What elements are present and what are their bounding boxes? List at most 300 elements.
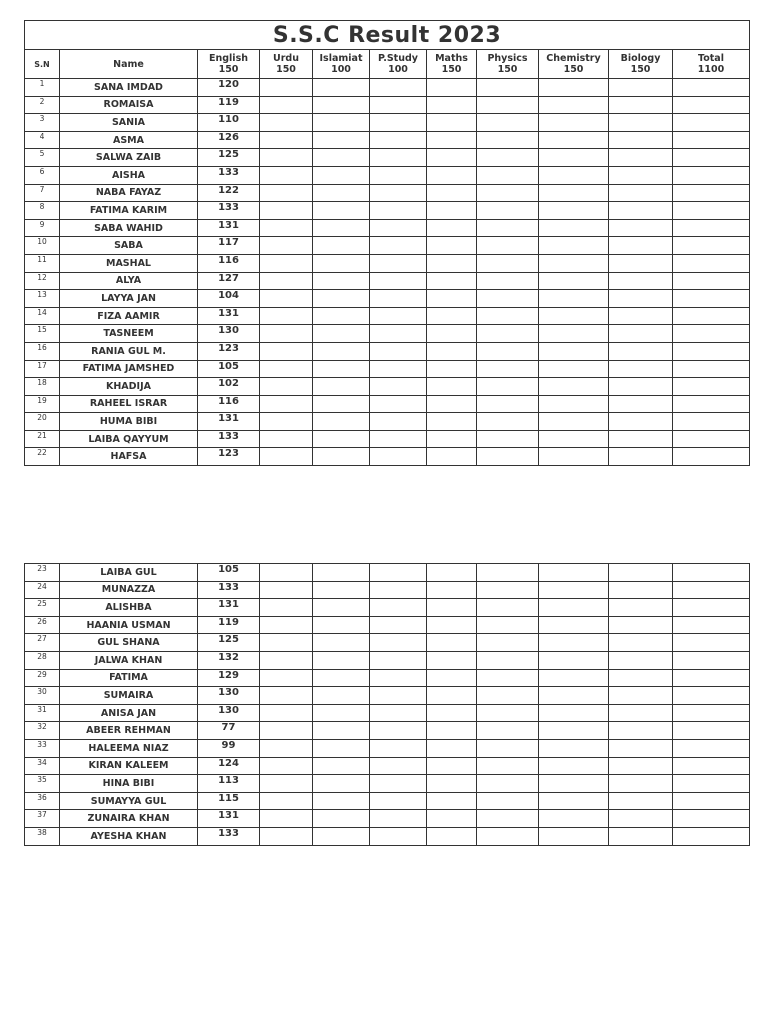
- table-row: [25, 254, 750, 272]
- empty-marks-cell: [370, 430, 427, 448]
- table-row: [25, 599, 750, 617]
- empty-marks-cell: [370, 325, 427, 343]
- empty-marks-cell: [477, 184, 539, 202]
- empty-marks-cell: [313, 775, 370, 793]
- empty-marks-cell: [609, 202, 673, 220]
- empty-marks-cell: [609, 342, 673, 360]
- empty-marks-cell: [673, 131, 750, 149]
- empty-marks-cell: [313, 448, 370, 466]
- empty-marks-cell: [477, 378, 539, 396]
- empty-marks-cell: [370, 687, 427, 705]
- empty-marks-cell: [427, 651, 477, 669]
- empty-marks-cell: [370, 651, 427, 669]
- empty-marks-cell: [260, 792, 313, 810]
- empty-marks-cell: [427, 342, 477, 360]
- serial-number-cell: 38: [25, 827, 60, 845]
- table-row: [25, 96, 750, 114]
- table-row: [25, 395, 750, 413]
- column-header-label: Islamiat: [319, 53, 363, 64]
- english-marks-cell: 131: [198, 307, 260, 325]
- empty-marks-cell: [609, 254, 673, 272]
- empty-marks-cell: [427, 599, 477, 617]
- serial-number-cell: 33: [25, 739, 60, 757]
- column-header: [25, 50, 60, 79]
- empty-marks-cell: [370, 739, 427, 757]
- empty-marks-cell: [260, 307, 313, 325]
- empty-marks-cell: [370, 166, 427, 184]
- empty-marks-cell: [313, 687, 370, 705]
- empty-marks-cell: [313, 131, 370, 149]
- english-marks-cell: 119: [198, 616, 260, 634]
- empty-marks-cell: [427, 149, 477, 167]
- column-header-max-marks: 100: [388, 64, 408, 75]
- empty-marks-cell: [427, 237, 477, 255]
- english-marks-cell: 102: [198, 378, 260, 396]
- empty-marks-cell: [539, 237, 609, 255]
- empty-marks-cell: [609, 599, 673, 617]
- column-header-label: Total: [698, 53, 724, 64]
- student-name-cell: FATIMA KARIM: [60, 202, 198, 220]
- empty-marks-cell: [539, 378, 609, 396]
- empty-marks-cell: [609, 131, 673, 149]
- table-row: [25, 739, 750, 757]
- empty-marks-cell: [609, 581, 673, 599]
- empty-marks-cell: [539, 307, 609, 325]
- empty-marks-cell: [539, 290, 609, 308]
- empty-marks-cell: [539, 202, 609, 220]
- header-row: [25, 50, 750, 79]
- serial-number-cell: 27: [25, 634, 60, 652]
- empty-marks-cell: [539, 775, 609, 793]
- english-marks-cell: 115: [198, 792, 260, 810]
- result-table-part2: [24, 563, 750, 846]
- empty-marks-cell: [370, 792, 427, 810]
- empty-marks-cell: [673, 739, 750, 757]
- serial-number-cell: 2: [25, 96, 60, 114]
- empty-marks-cell: [673, 651, 750, 669]
- empty-marks-cell: [313, 149, 370, 167]
- column-header-label: Maths: [435, 53, 468, 64]
- empty-marks-cell: [539, 634, 609, 652]
- empty-marks-cell: [673, 827, 750, 845]
- column-header-label: S.N: [34, 59, 50, 69]
- table-row: [25, 378, 750, 396]
- empty-marks-cell: [313, 166, 370, 184]
- student-name-cell: SUMAYYA GUL: [60, 792, 198, 810]
- empty-marks-cell: [539, 413, 609, 431]
- empty-marks-cell: [370, 413, 427, 431]
- empty-marks-cell: [427, 79, 477, 97]
- serial-number-cell: 11: [25, 254, 60, 272]
- empty-marks-cell: [539, 616, 609, 634]
- english-marks-cell: 132: [198, 651, 260, 669]
- english-marks-cell: 131: [198, 599, 260, 617]
- table-row: [25, 581, 750, 599]
- serial-number-cell: 29: [25, 669, 60, 687]
- empty-marks-cell: [260, 184, 313, 202]
- empty-marks-cell: [427, 792, 477, 810]
- serial-number-cell: 14: [25, 307, 60, 325]
- empty-marks-cell: [609, 634, 673, 652]
- empty-marks-cell: [313, 254, 370, 272]
- serial-number-cell: 1: [25, 79, 60, 97]
- empty-marks-cell: [427, 722, 477, 740]
- serial-number-cell: 17: [25, 360, 60, 378]
- empty-marks-cell: [313, 430, 370, 448]
- empty-marks-cell: [313, 96, 370, 114]
- empty-marks-cell: [673, 757, 750, 775]
- empty-marks-cell: [260, 237, 313, 255]
- english-marks-cell: 122: [198, 184, 260, 202]
- table-row: [25, 79, 750, 97]
- english-marks-cell: 133: [198, 827, 260, 845]
- empty-marks-cell: [609, 792, 673, 810]
- empty-marks-cell: [260, 79, 313, 97]
- empty-marks-cell: [370, 96, 427, 114]
- table-row: [25, 827, 750, 845]
- empty-marks-cell: [370, 342, 427, 360]
- serial-number-cell: 25: [25, 599, 60, 617]
- serial-number-cell: 26: [25, 616, 60, 634]
- empty-marks-cell: [427, 307, 477, 325]
- empty-marks-cell: [609, 430, 673, 448]
- empty-marks-cell: [477, 413, 539, 431]
- empty-marks-cell: [609, 166, 673, 184]
- empty-marks-cell: [539, 739, 609, 757]
- empty-marks-cell: [427, 131, 477, 149]
- empty-marks-cell: [260, 704, 313, 722]
- empty-marks-cell: [260, 325, 313, 343]
- english-marks-cell: 104: [198, 290, 260, 308]
- column-header-label: English: [209, 53, 248, 64]
- english-marks-cell: 77: [198, 722, 260, 740]
- serial-number-cell: 6: [25, 166, 60, 184]
- student-name-cell: SANA IMDAD: [60, 79, 198, 97]
- table-row: [25, 307, 750, 325]
- column-header-label: P.Study: [378, 53, 418, 64]
- empty-marks-cell: [260, 757, 313, 775]
- empty-marks-cell: [609, 739, 673, 757]
- table-row: [25, 114, 750, 132]
- table-row: [25, 184, 750, 202]
- student-name-cell: ANISA JAN: [60, 704, 198, 722]
- empty-marks-cell: [260, 96, 313, 114]
- empty-marks-cell: [673, 395, 750, 413]
- empty-marks-cell: [609, 272, 673, 290]
- empty-marks-cell: [477, 651, 539, 669]
- empty-marks-cell: [609, 448, 673, 466]
- student-name-cell: MUNAZZA: [60, 581, 198, 599]
- empty-marks-cell: [313, 325, 370, 343]
- table-row: [25, 792, 750, 810]
- empty-marks-cell: [313, 792, 370, 810]
- empty-marks-cell: [609, 290, 673, 308]
- column-header: [60, 50, 198, 79]
- empty-marks-cell: [477, 430, 539, 448]
- serial-number-cell: 31: [25, 704, 60, 722]
- empty-marks-cell: [313, 202, 370, 220]
- empty-marks-cell: [673, 202, 750, 220]
- student-name-cell: LAIBA GUL: [60, 564, 198, 582]
- empty-marks-cell: [313, 184, 370, 202]
- student-name-cell: FATIMA: [60, 669, 198, 687]
- empty-marks-cell: [609, 307, 673, 325]
- student-name-cell: MASHAL: [60, 254, 198, 272]
- serial-number-cell: 35: [25, 775, 60, 793]
- student-name-cell: HALEEMA NIAZ: [60, 739, 198, 757]
- empty-marks-cell: [427, 448, 477, 466]
- empty-marks-cell: [313, 827, 370, 845]
- result-table-part1: [24, 20, 750, 466]
- empty-marks-cell: [313, 757, 370, 775]
- student-name-cell: SABA: [60, 237, 198, 255]
- empty-marks-cell: [370, 131, 427, 149]
- column-header-label: Name: [113, 58, 144, 70]
- column-header-label: Urdu: [273, 53, 299, 64]
- student-name-cell: ABEER REHMAN: [60, 722, 198, 740]
- empty-marks-cell: [477, 792, 539, 810]
- empty-marks-cell: [370, 202, 427, 220]
- empty-marks-cell: [609, 669, 673, 687]
- empty-marks-cell: [313, 272, 370, 290]
- empty-marks-cell: [609, 704, 673, 722]
- empty-marks-cell: [673, 378, 750, 396]
- table-row: [25, 413, 750, 431]
- english-marks-cell: 113: [198, 775, 260, 793]
- table-row: [25, 131, 750, 149]
- empty-marks-cell: [673, 775, 750, 793]
- empty-marks-cell: [673, 79, 750, 97]
- empty-marks-cell: [477, 395, 539, 413]
- empty-marks-cell: [477, 360, 539, 378]
- empty-marks-cell: [260, 166, 313, 184]
- empty-marks-cell: [313, 616, 370, 634]
- english-marks-cell: 131: [198, 413, 260, 431]
- empty-marks-cell: [673, 254, 750, 272]
- empty-marks-cell: [539, 219, 609, 237]
- column-header-max-marks: 150: [563, 64, 584, 75]
- empty-marks-cell: [477, 599, 539, 617]
- serial-number-cell: 15: [25, 325, 60, 343]
- table-row: [25, 634, 750, 652]
- empty-marks-cell: [609, 395, 673, 413]
- student-name-cell: KIRAN KALEEM: [60, 757, 198, 775]
- column-header: [260, 50, 313, 79]
- empty-marks-cell: [260, 413, 313, 431]
- empty-marks-cell: [427, 378, 477, 396]
- empty-marks-cell: [609, 96, 673, 114]
- empty-marks-cell: [370, 581, 427, 599]
- empty-marks-cell: [477, 827, 539, 845]
- empty-marks-cell: [673, 149, 750, 167]
- student-name-cell: SANIA: [60, 114, 198, 132]
- empty-marks-cell: [673, 166, 750, 184]
- empty-marks-cell: [673, 669, 750, 687]
- empty-marks-cell: [313, 413, 370, 431]
- empty-marks-cell: [427, 254, 477, 272]
- english-marks-cell: 120: [198, 79, 260, 97]
- column-header: [370, 50, 427, 79]
- empty-marks-cell: [260, 378, 313, 396]
- empty-marks-cell: [427, 739, 477, 757]
- empty-marks-cell: [539, 722, 609, 740]
- empty-marks-cell: [609, 827, 673, 845]
- empty-marks-cell: [539, 564, 609, 582]
- empty-marks-cell: [539, 184, 609, 202]
- empty-marks-cell: [539, 792, 609, 810]
- english-marks-cell: 130: [198, 325, 260, 343]
- serial-number-cell: 12: [25, 272, 60, 290]
- empty-marks-cell: [539, 704, 609, 722]
- empty-marks-cell: [313, 722, 370, 740]
- serial-number-cell: 8: [25, 202, 60, 220]
- empty-marks-cell: [673, 599, 750, 617]
- column-header: [609, 50, 673, 79]
- empty-marks-cell: [539, 827, 609, 845]
- english-marks-cell: 133: [198, 581, 260, 599]
- empty-marks-cell: [477, 634, 539, 652]
- empty-marks-cell: [539, 599, 609, 617]
- empty-marks-cell: [673, 184, 750, 202]
- student-name-cell: HUMA BIBI: [60, 413, 198, 431]
- english-marks-cell: 133: [198, 430, 260, 448]
- empty-marks-cell: [370, 722, 427, 740]
- empty-marks-cell: [427, 219, 477, 237]
- empty-marks-cell: [539, 687, 609, 705]
- empty-marks-cell: [260, 448, 313, 466]
- student-name-cell: AYESHA KHAN: [60, 827, 198, 845]
- column-header-max-marks: 150: [441, 64, 462, 75]
- empty-marks-cell: [539, 149, 609, 167]
- empty-marks-cell: [609, 114, 673, 132]
- empty-marks-cell: [370, 395, 427, 413]
- student-name-cell: ROMAISA: [60, 96, 198, 114]
- empty-marks-cell: [609, 79, 673, 97]
- table-row: [25, 149, 750, 167]
- empty-marks-cell: [673, 792, 750, 810]
- empty-marks-cell: [477, 325, 539, 343]
- student-name-cell: FIZA AAMIR: [60, 307, 198, 325]
- student-name-cell: SALWA ZAIB: [60, 149, 198, 167]
- english-marks-cell: 130: [198, 704, 260, 722]
- empty-marks-cell: [673, 325, 750, 343]
- student-name-cell: GUL SHANA: [60, 634, 198, 652]
- empty-marks-cell: [539, 325, 609, 343]
- student-name-cell: TASNEEM: [60, 325, 198, 343]
- table-row: [25, 810, 750, 828]
- table-row: [25, 448, 750, 466]
- empty-marks-cell: [260, 651, 313, 669]
- empty-marks-cell: [313, 237, 370, 255]
- english-marks-cell: 127: [198, 272, 260, 290]
- empty-marks-cell: [427, 325, 477, 343]
- empty-marks-cell: [427, 827, 477, 845]
- empty-marks-cell: [370, 378, 427, 396]
- student-name-cell: AISHA: [60, 166, 198, 184]
- empty-marks-cell: [313, 360, 370, 378]
- empty-marks-cell: [370, 564, 427, 582]
- page-title: S.S.C Result 2023: [25, 21, 750, 50]
- empty-marks-cell: [673, 307, 750, 325]
- empty-marks-cell: [477, 704, 539, 722]
- empty-marks-cell: [427, 114, 477, 132]
- empty-marks-cell: [370, 704, 427, 722]
- empty-marks-cell: [609, 651, 673, 669]
- empty-marks-cell: [609, 687, 673, 705]
- empty-marks-cell: [313, 599, 370, 617]
- empty-marks-cell: [370, 599, 427, 617]
- empty-marks-cell: [370, 757, 427, 775]
- serial-number-cell: 37: [25, 810, 60, 828]
- serial-number-cell: 34: [25, 757, 60, 775]
- empty-marks-cell: [477, 448, 539, 466]
- empty-marks-cell: [539, 395, 609, 413]
- empty-marks-cell: [539, 430, 609, 448]
- table-row: [25, 290, 750, 308]
- english-marks-cell: 133: [198, 202, 260, 220]
- empty-marks-cell: [260, 254, 313, 272]
- english-marks-cell: 117: [198, 237, 260, 255]
- table-row: [25, 272, 750, 290]
- column-header: [313, 50, 370, 79]
- empty-marks-cell: [370, 669, 427, 687]
- empty-marks-cell: [673, 360, 750, 378]
- empty-marks-cell: [673, 430, 750, 448]
- student-name-cell: NABA FAYAZ: [60, 184, 198, 202]
- column-header: [198, 50, 260, 79]
- empty-marks-cell: [477, 96, 539, 114]
- english-marks-cell: 99: [198, 739, 260, 757]
- empty-marks-cell: [427, 704, 477, 722]
- table-row: [25, 430, 750, 448]
- empty-marks-cell: [370, 254, 427, 272]
- empty-marks-cell: [609, 360, 673, 378]
- empty-marks-cell: [313, 669, 370, 687]
- empty-marks-cell: [609, 184, 673, 202]
- empty-marks-cell: [313, 290, 370, 308]
- table-row: [25, 616, 750, 634]
- empty-marks-cell: [609, 775, 673, 793]
- empty-marks-cell: [313, 704, 370, 722]
- student-name-cell: HINA BIBI: [60, 775, 198, 793]
- english-marks-cell: 124: [198, 757, 260, 775]
- empty-marks-cell: [313, 307, 370, 325]
- student-name-cell: HAANIA USMAN: [60, 616, 198, 634]
- empty-marks-cell: [477, 616, 539, 634]
- table-row: [25, 237, 750, 255]
- empty-marks-cell: [427, 166, 477, 184]
- empty-marks-cell: [477, 272, 539, 290]
- column-header: [673, 50, 750, 79]
- serial-number-cell: 7: [25, 184, 60, 202]
- serial-number-cell: 22: [25, 448, 60, 466]
- empty-marks-cell: [370, 448, 427, 466]
- empty-marks-cell: [370, 79, 427, 97]
- empty-marks-cell: [539, 669, 609, 687]
- table-row: [25, 202, 750, 220]
- empty-marks-cell: [477, 342, 539, 360]
- empty-marks-cell: [477, 114, 539, 132]
- english-marks-cell: 110: [198, 114, 260, 132]
- table-row: [25, 669, 750, 687]
- student-name-cell: JALWA KHAN: [60, 651, 198, 669]
- table-row: [25, 722, 750, 740]
- empty-marks-cell: [539, 448, 609, 466]
- serial-number-cell: 5: [25, 149, 60, 167]
- empty-marks-cell: [260, 114, 313, 132]
- empty-marks-cell: [477, 757, 539, 775]
- empty-marks-cell: [260, 360, 313, 378]
